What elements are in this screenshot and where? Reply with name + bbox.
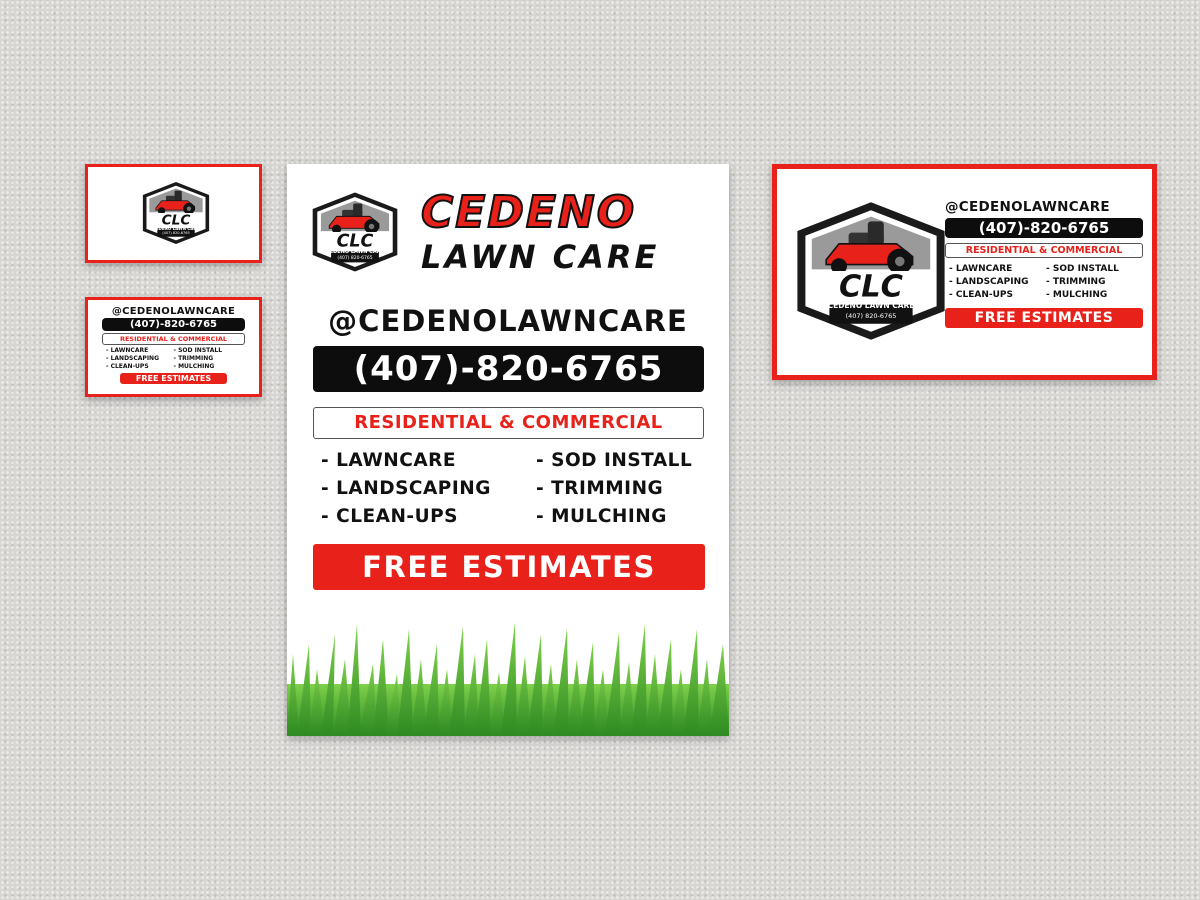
list-item: - LAWNCARE: [949, 264, 1013, 274]
shield-badge-icon: [140, 177, 212, 249]
card-phone: (407)-820-6765: [945, 218, 1143, 238]
brand-title: CEDENO: [421, 187, 637, 238]
list-item: - TRIMMING: [1046, 277, 1106, 287]
badge-phone: (407) 820-6765: [162, 231, 190, 235]
list-item: - TRIMMING: [173, 355, 214, 362]
handle: @CEDENOLAWNCARE: [328, 304, 688, 338]
grass-icon: [287, 614, 729, 736]
phone-number: (407)-820-6765: [313, 346, 704, 392]
list-item: - CLEAN-UPS: [949, 290, 1013, 300]
services-list: [321, 450, 711, 527]
business-card-back: [85, 297, 262, 397]
contact-block: [945, 199, 1143, 328]
list-item: - TRIMMING: [536, 478, 664, 499]
list-item: - MULCHING: [173, 363, 215, 370]
badge-name: CEDENO LAWN CARE: [827, 301, 915, 310]
list-item: - SOD INSTALL: [173, 347, 223, 354]
list-item: - MULCHING: [536, 506, 667, 527]
card-handle: @CEDENOLAWNCARE: [111, 306, 236, 317]
list-item: - SOD INSTALL: [536, 450, 693, 471]
list-item: - LANDSCAPING: [321, 478, 491, 499]
list-item: - SOD INSTALL: [1046, 264, 1119, 274]
card-cta: FREE ESTIMATES: [945, 308, 1143, 328]
list-item: - LAWNCARE: [106, 347, 149, 354]
business-card-front: [85, 164, 262, 263]
shield-badge-icon: [791, 191, 951, 351]
card-phone: (407)-820-6765: [102, 318, 245, 331]
badge-phone: (407) 820-6765: [337, 256, 373, 261]
badge-name: CEDENO LAWN CARE: [152, 226, 200, 231]
yard-sign: [287, 164, 729, 736]
list-item: - CLEAN-UPS: [106, 363, 149, 370]
card-cta: FREE ESTIMATES: [120, 373, 227, 384]
list-item: - LAWNCARE: [321, 450, 457, 471]
list-item: - LANDSCAPING: [949, 277, 1029, 287]
card-services: [949, 264, 1143, 300]
card-services: [106, 347, 241, 370]
list-item: - LANDSCAPING: [106, 355, 159, 362]
card-handle: @CEDENOLAWNCARE: [945, 199, 1110, 215]
brand-subtitle: LAWN CARE: [421, 238, 660, 276]
cta-banner: FREE ESTIMATES: [313, 544, 705, 590]
card-tagline: RESIDENTIAL & COMMERCIAL: [945, 243, 1143, 258]
card-tagline: RESIDENTIAL & COMMERCIAL: [102, 333, 245, 345]
badge-phone: (407) 820-6765: [845, 312, 897, 320]
list-item: - MULCHING: [1046, 290, 1108, 300]
list-item: - CLEAN-UPS: [321, 506, 459, 527]
business-card-large: [772, 164, 1157, 380]
badge-name: CEDENO LAWN CARE: [326, 249, 384, 255]
tagline: RESIDENTIAL & COMMERCIAL: [313, 407, 704, 439]
shield-badge-icon: [309, 186, 401, 278]
